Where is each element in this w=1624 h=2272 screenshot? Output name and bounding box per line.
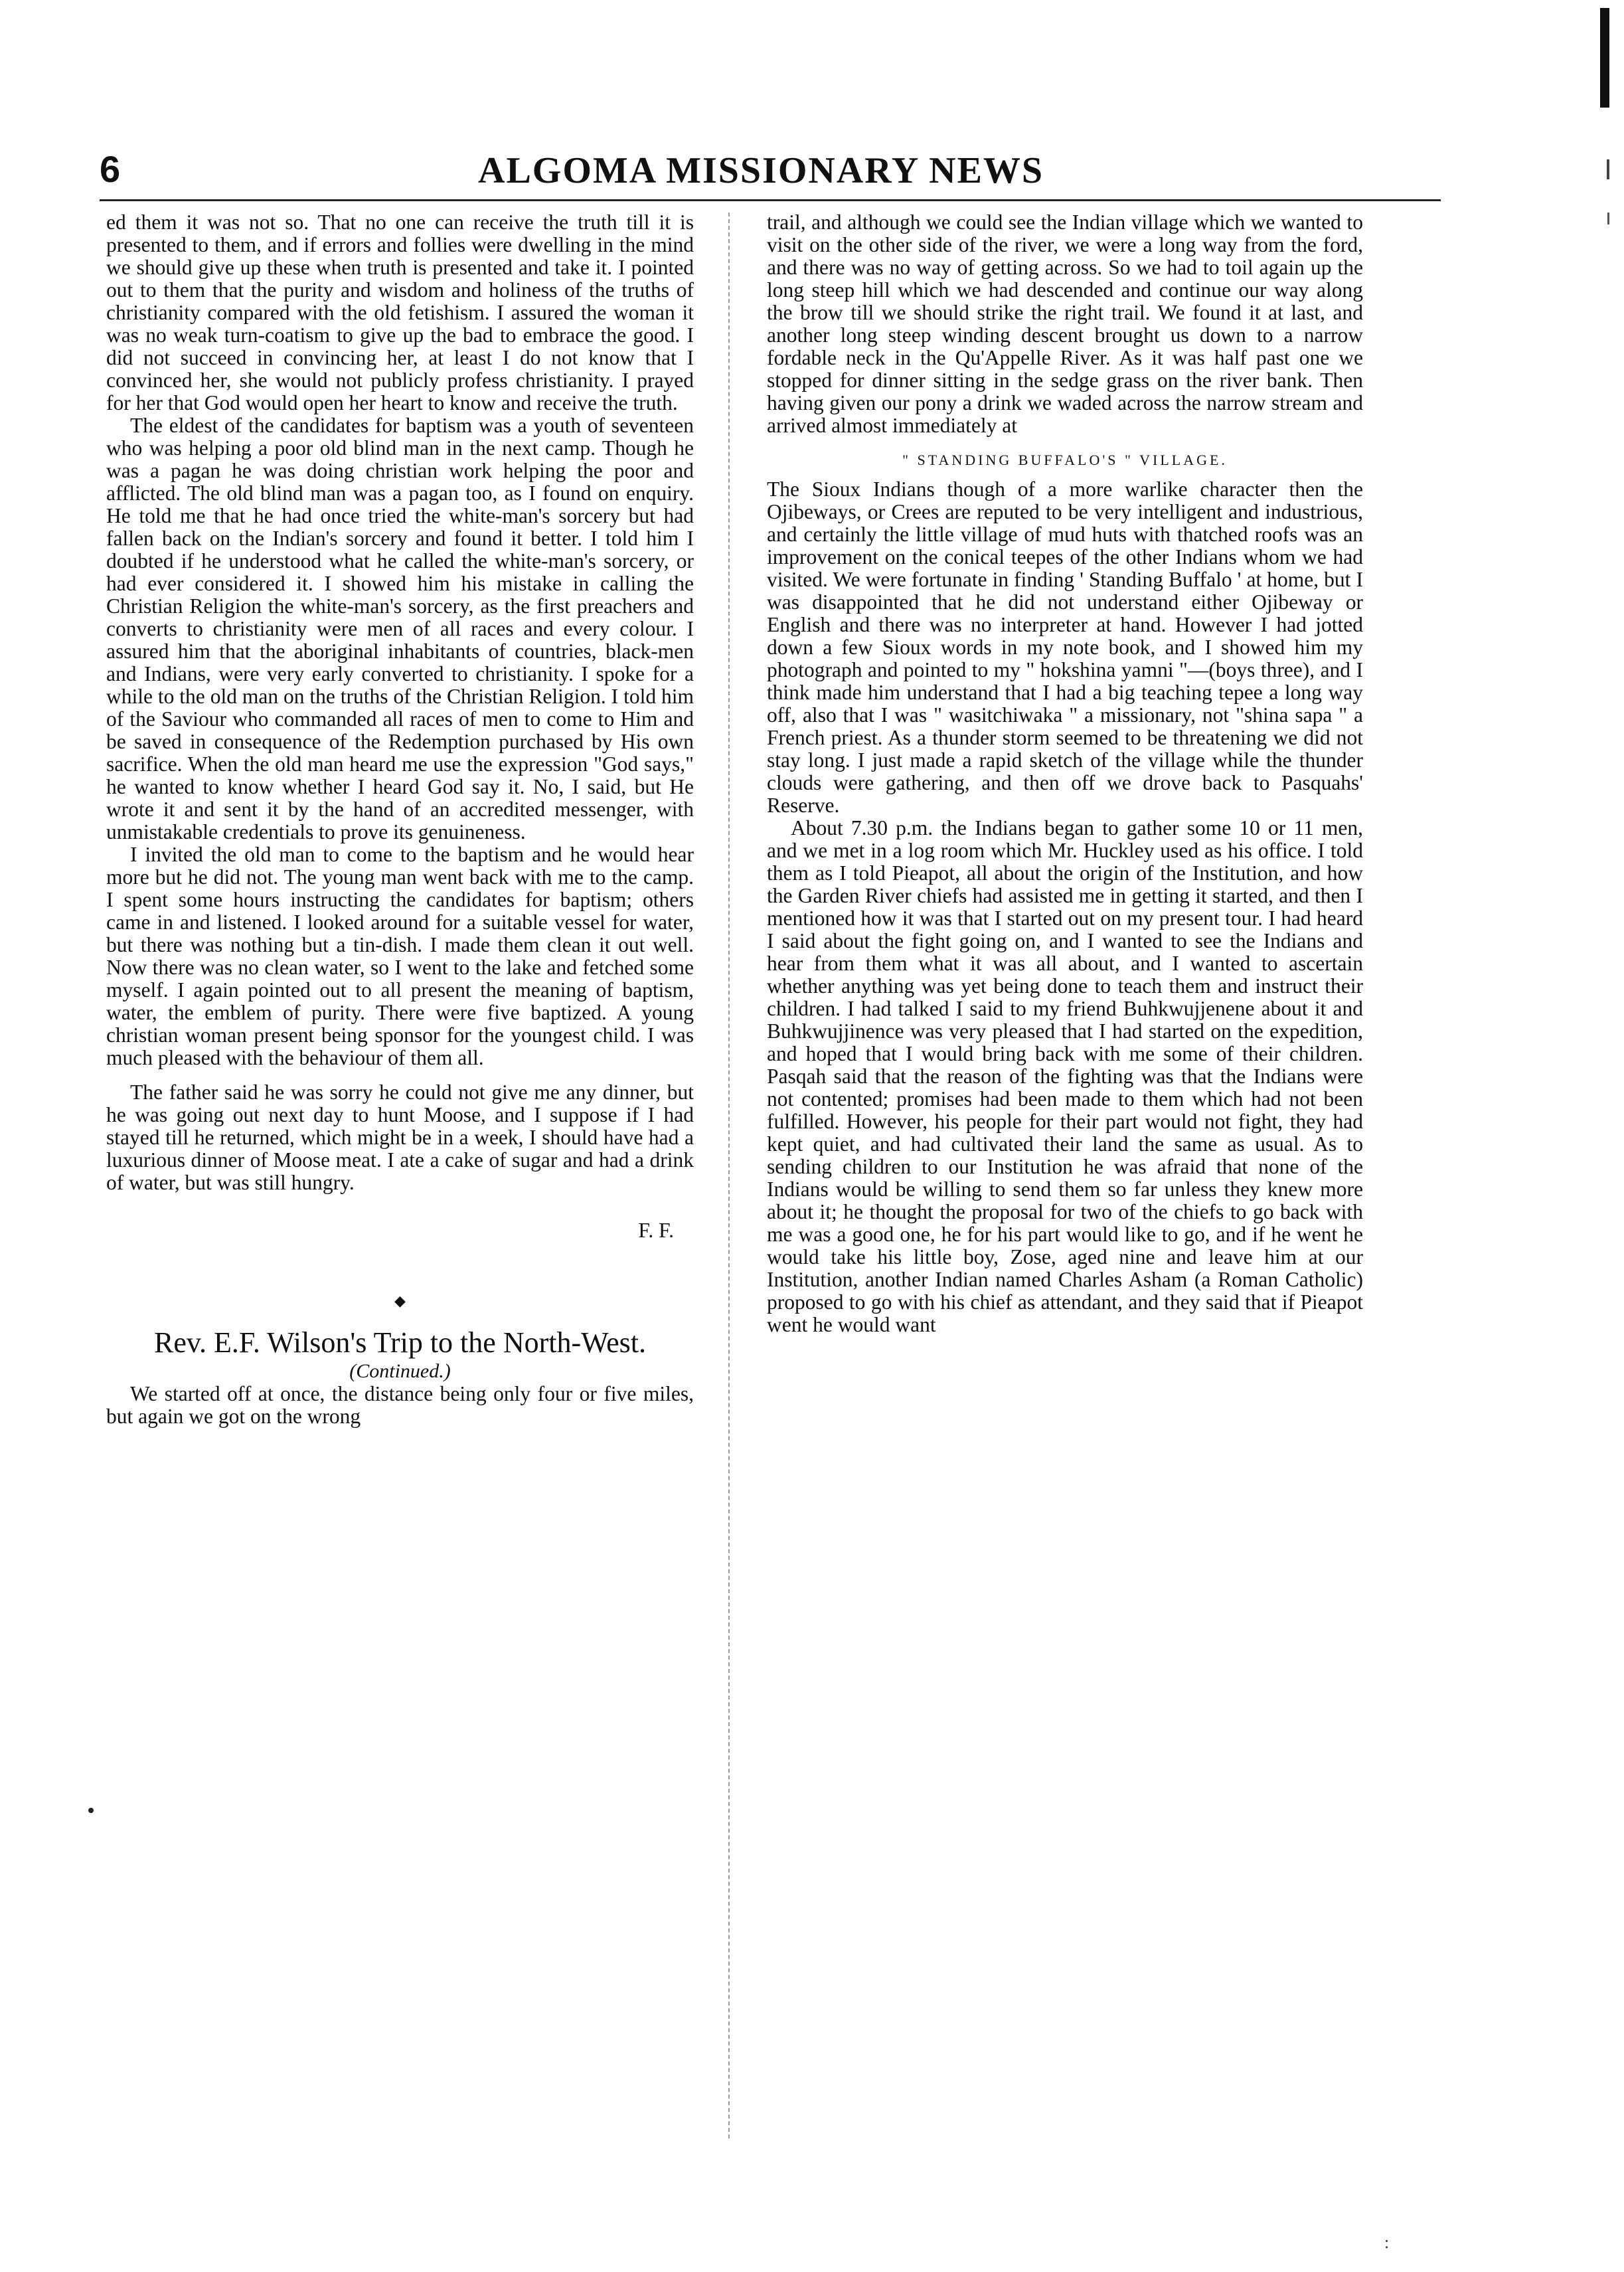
body-paragraph: The eldest of the candidates for baptism was a youth of seventeen who was helping a poor old blind man in the next camp. Though he was a pagan he was doing christian work helping the poor and afflicted. The old blind man was a pagan too, as I found on enquiry. He told me that he had once tried the white-man's sorcery but had fallen back on the Indian's sorcery and found it better. I told him I doubted if he understood what he called the white-man's sorcery, or had ever considered it. I showed him his mistake in calling the Christian Religion the white-man's sorcery, as the first preachers and converts to christianity were men of all races and every colour. I assured him that the aboriginal inhabitants of countries, black-men and Indians, were very early converted to christianity. I spoke for a while to the old man on the truths of the Christian Religion. I told him of the Saviour who commanded all races of men to come to Him and be saved in consequence of the Redemption purchased by His own sacrifice. When the old man heard me use the expression "God says," he wanted to know whether I heard God say it. No, I said, but He wrote it and sent it by the hand of an accredited messenger, with unmistakable credentials to prove its genuineness. xyxy=(106,414,694,843)
header-rule xyxy=(100,199,1441,201)
section-subheading: " STANDING BUFFALO'S " VILLAGE. xyxy=(902,452,1228,468)
body-paragraph: We started off at once, the distance being only four or five miles, but again we got on the wrong xyxy=(106,1382,694,1428)
author-signature: F. F. xyxy=(638,1219,674,1242)
body-paragraph: About 7.30 p.m. the Indians began to gather some 10 or 11 men, and we met in a log room which Mr. Huckley used as his office. I told them as I told Pieapot, all about the origin of the Institution, and how the Garden River chiefs had assisted me in getting it started, and then I mentioned how it was that I started out on my present tour. I had heard I said about the fight going on, and I wanted to see the Indians and hear from them what it was all about, and I wanted to ascertain whether anything was yet being done to teach them and instruct their children. I had talked I said to my friend Buhkwujjenene about it and Buhkwujjinence was very pleased that I had started on the expedition, and hoped that I would bring back with me some of their children. Pasqah said that the reason of the fighting was that the Indians were not contented; promises had been made to them which had not been fulfilled. However, his people for their part would not fight, they had kept quiet, and had cultivated their land the same as usual. As to sending children to our Institution he was afraid that none of the Indians would be willing to send them so far unless they knew more about it; he thought the proposal for two of the chiefs to go back with me was a good one, he for his part would like to go, and if he went he would take his little boy, Zose, aged nine and leave him at our Institution, another Indian named Charles Asham (a Roman Catholic) proposed to go with his chief as attendant, and they said that if Pieapot went he would want xyxy=(767,816,1363,1336)
article-subtitle: (Continued.) xyxy=(349,1360,451,1382)
body-paragraph: The Sioux Indians though of a more warlike character then the Ojibeways, or Crees are reputed to be very intelligent and industrious, and certainly the little village of mud huts with thatched roofs was an improvement on the conical teepes of the other Indians whom we had visited. We were fortunate in finding ' Standing Buffalo ' at home, but I was disappointed that he did not understand either Ojibeway or English and there was no interpreter at hand. However I had jotted down a few Sioux words in my note book, and I showed him my photograph and pointed to my " hokshina yamni "—(boys three), and I think made him understand that I had a big teaching tepee a long way off, also that I was " wasitchiwaka " a missionary, not "shina sapa " a French priest. As a thunder storm seemed to be threatening we did not stay long. I just made a rapid sketch of the village while the thunder clouds were gathering, and then off we drove back to Pasquahs' Reserve. xyxy=(767,478,1363,817)
scan-edge-mark xyxy=(1600,8,1609,108)
body-paragraph: The father said he was sorry he could not give me any dinner, but he was going out next day to hunt Moose, and I suppose if I had stayed till he returned, which might be in a week, I should have had a luxurious dinner of Moose meat. I ate a cake of sugar and had a drink of water, but was still hungry. xyxy=(106,1081,694,1194)
margin-dot xyxy=(88,1808,94,1813)
page-header xyxy=(100,146,1441,199)
left-column xyxy=(106,211,694,1428)
margin-mark: : xyxy=(1384,2233,1390,2252)
scan-edge-mark xyxy=(1607,159,1609,179)
article-title: Rev. E.F. Wilson's Trip to the North-West. xyxy=(153,1326,647,1359)
body-paragraph: I invited the old man to come to the baptism and he would hear more but he did not. The young man went back with me to the camp. I spent some hours instructing the candidates for baptism; others came in and listened. I looked around for a suitable vessel for water, but there was nothing but a tin-dish. I made them clean it out well. Now there was no clean water, so I went to the lake and fetched some myself. I again pointed out to all present the meaning of baptism, water, the emblem of purity. There were five baptized. A young christian woman present being sponsor for the youngest child. I was much pleased with the behaviour of them all. xyxy=(106,843,694,1069)
page-number: 6 xyxy=(100,148,121,190)
right-column xyxy=(767,211,1363,1336)
body-paragraph: ed them it was not so. That no one can receive the truth till it is presented to them, and if errors and follies were dwelling in the mind we should give up these when truth is presented and take it. I pointed out to them that the purity and wisdom and holiness of the truths of christianity compared with the old fetishism. I assured the woman it was no weak turn-coatism to give up the bad to embrace the good. I did not succeed in convincing her, at least I do not know that I convinced her, she would not publicly profess christianity. I prayed for her that God would open her heart to know and receive the truth. xyxy=(106,211,694,414)
newspaper-title: ALGOMA MISSIONARY NEWS xyxy=(478,150,1044,191)
column-divider xyxy=(728,213,731,2139)
scan-edge-mark xyxy=(1607,213,1609,224)
body-paragraph: trail, and although we could see the Indian village which we wanted to visit on the other side of the river, we were a long way from the ford, and there was no way of getting across. So we had to toil again up the long steep hill which we had descended and continue our way along the brow till we should strike the right trail. We found it at last, and another long steep winding descent brought us down to a narrow fordable neck in the Qu'Appelle River. As it was half past one we stopped for dinner sitting in the sedge grass on the river bank. Then having given our pony a drink we waded across the narrow stream and arrived almost immediately at xyxy=(767,211,1363,437)
section-ornament: ◆ xyxy=(394,1292,406,1309)
